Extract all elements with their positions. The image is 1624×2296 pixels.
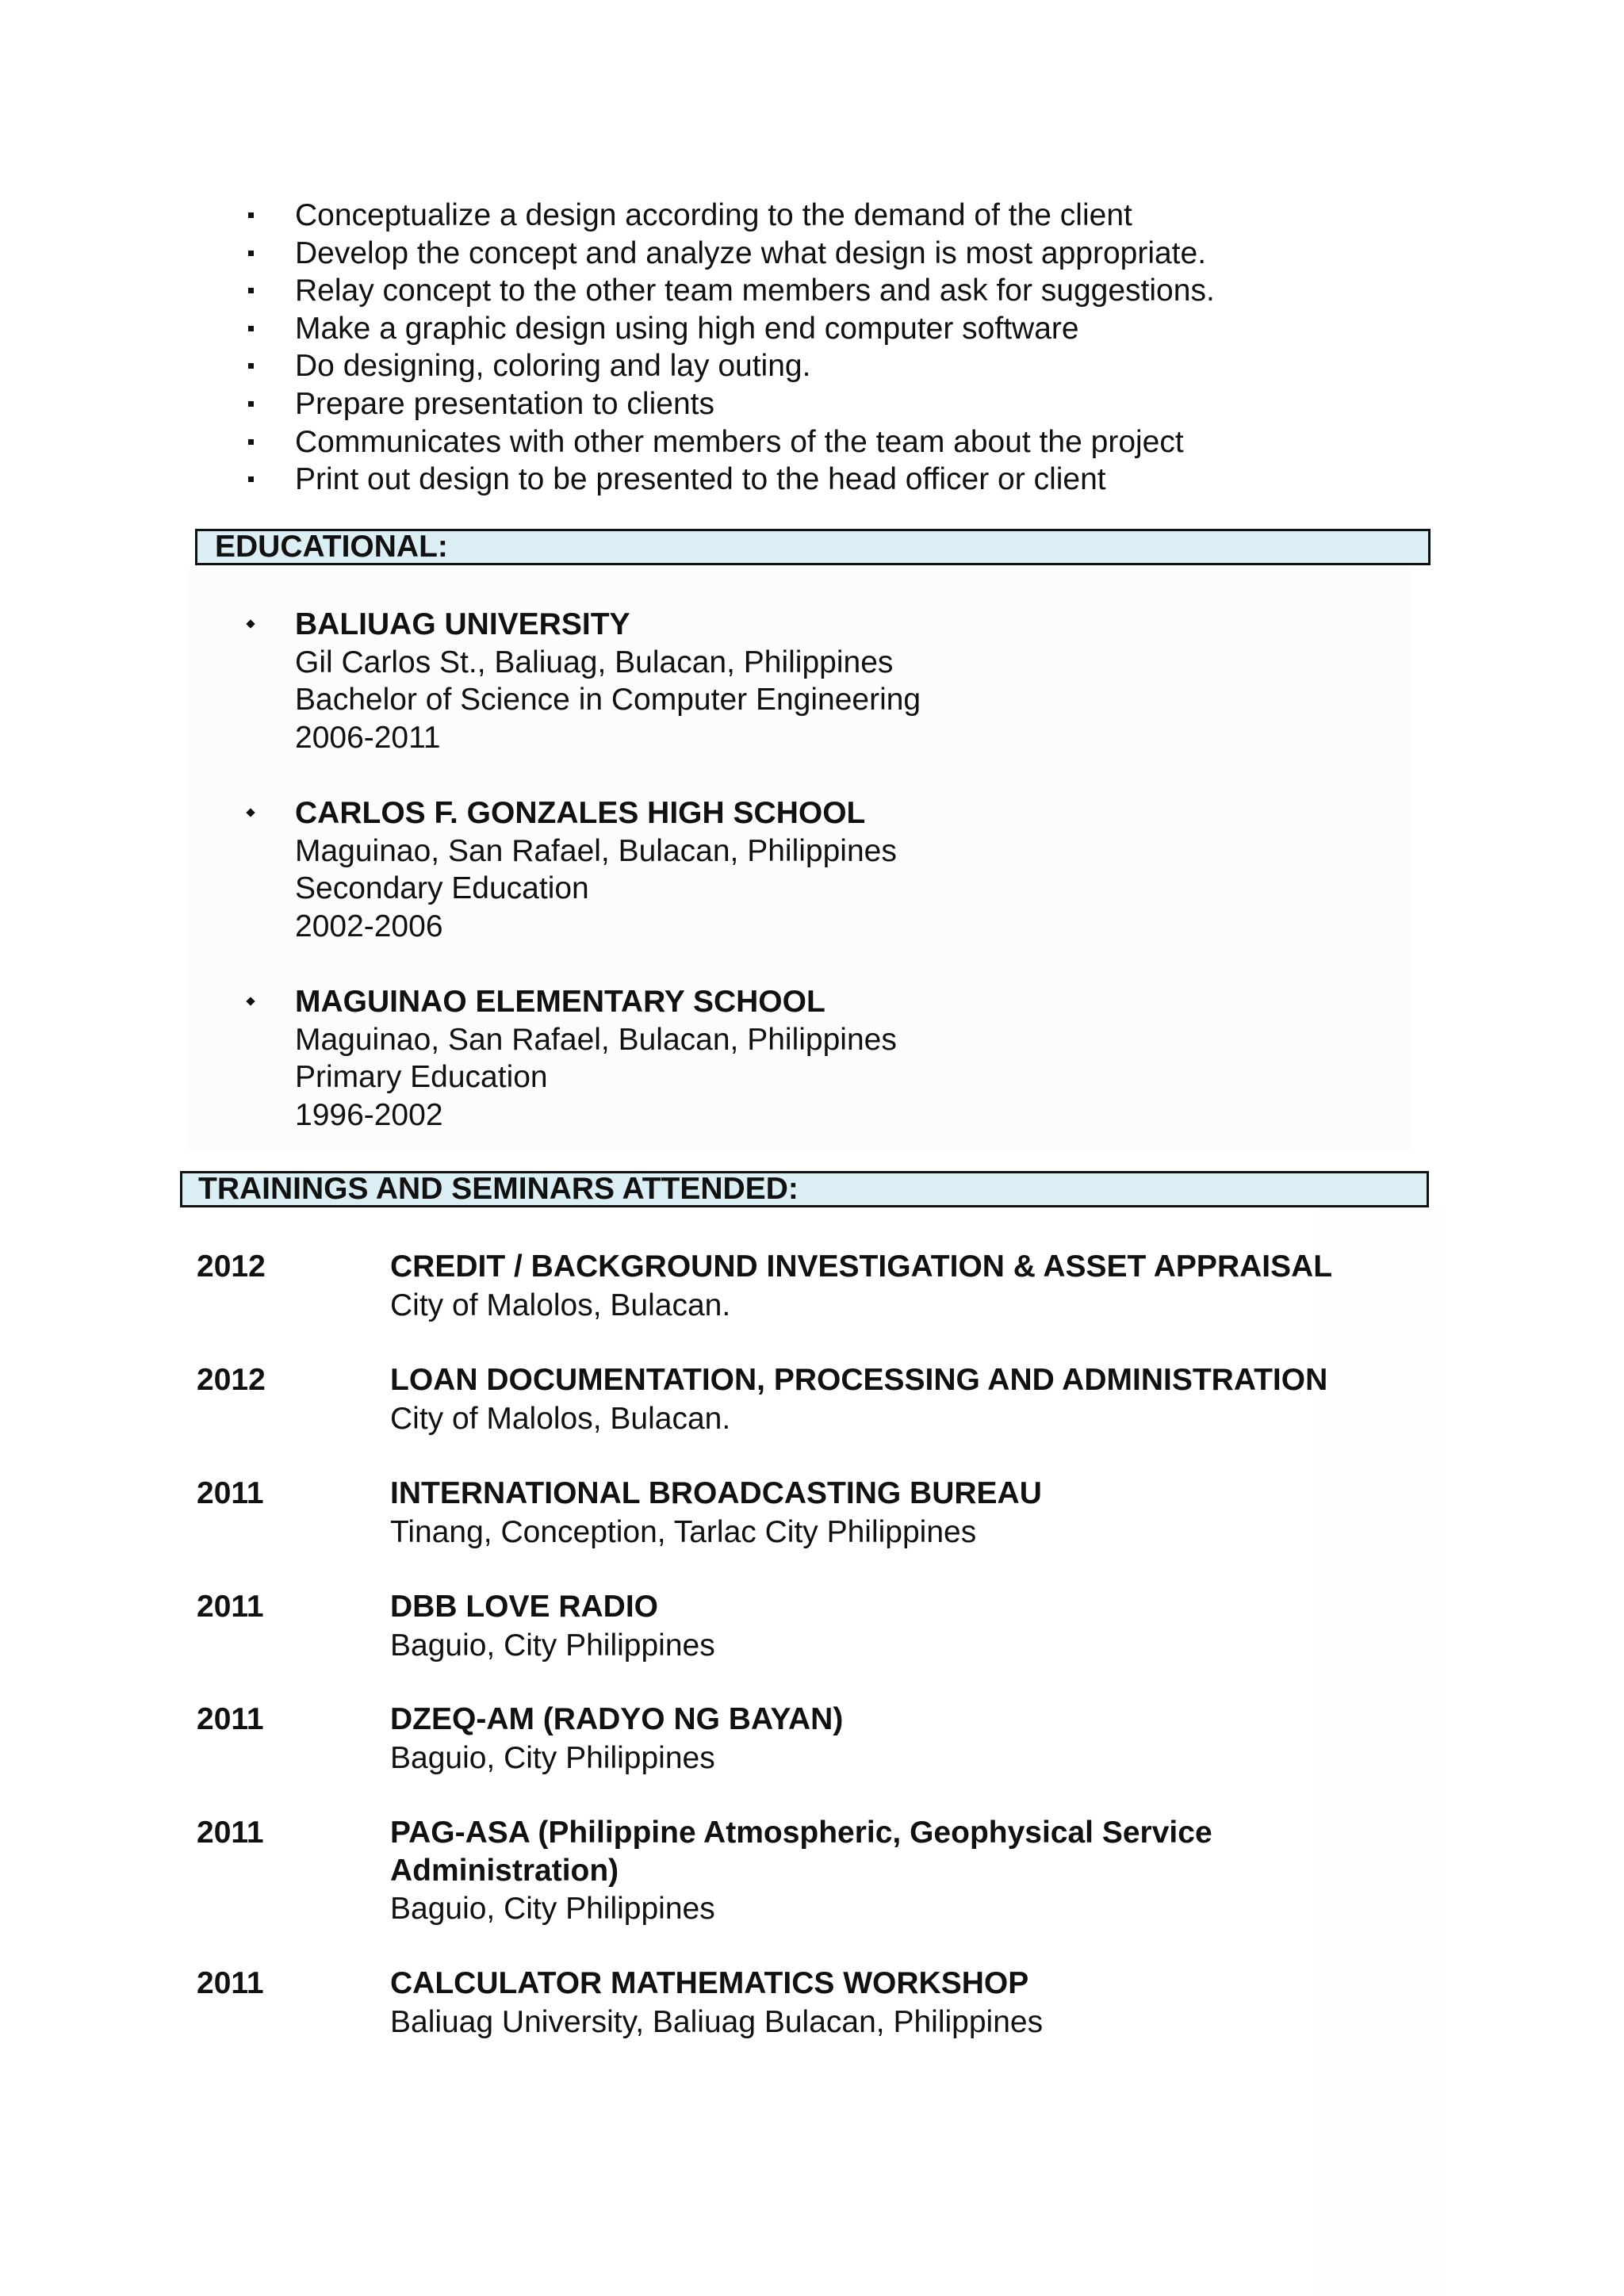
duty-item (238, 385, 1427, 423)
training-year: 2012 (197, 1363, 266, 1397)
training-year: 2011 (197, 1816, 264, 1850)
diamond-bullet-icon (246, 619, 255, 628)
training-title: LOAN DOCUMENTATION, PROCESSING AND ADMINISTRATION (390, 1363, 1328, 1397)
diamond-bullet-icon (246, 808, 255, 817)
duty-text: Make a graphic design using high end computer software (295, 311, 1079, 346)
training-year: 2011 (197, 1476, 264, 1510)
diamond-bullet-icon (246, 997, 255, 1005)
school-address: Maguinao, San Rafael, Bulacan, Philippines (295, 1022, 897, 1057)
school-degree: Secondary Education (295, 871, 589, 906)
school-years: 2006-2011 (295, 720, 441, 755)
duty-item (238, 461, 1427, 499)
training-entry (197, 1588, 1434, 1666)
training-place: Tinang, Conception, Tarlac City Philippines (390, 1514, 977, 1549)
training-title: DZEQ-AM (RADYO NG BAYAN) (390, 1702, 844, 1736)
square-bullet-icon (248, 288, 254, 293)
school-years: 1996-2002 (295, 1097, 443, 1132)
trainings-header: TRAININGS AND SEMINARS ATTENDED: (180, 1171, 1429, 1207)
training-place: Baliuag University, Baliuag Bulacan, Philippines (390, 2004, 1044, 2039)
school-degree: Bachelor of Science in Computer Engineering (295, 683, 921, 718)
training-place: City of Malolos, Bulacan. (390, 1401, 731, 1436)
training-place: City of Malolos, Bulacan. (390, 1288, 731, 1322)
duties-list (238, 197, 1427, 499)
training-title: CALCULATOR MATHEMATICS WORKSHOP (390, 1966, 1029, 2000)
square-bullet-icon (248, 439, 254, 445)
training-title: PAG-ASA (Philippine Atmospheric, Geophysical Service Administration) (390, 1816, 1212, 1888)
training-entry (197, 1248, 1434, 1326)
education-entry (238, 794, 1348, 945)
training-entry (197, 1814, 1434, 1929)
training-entry (197, 1361, 1434, 1439)
education-entry (238, 983, 1348, 1134)
training-title: INTERNATIONAL BROADCASTING BUREAU (390, 1476, 1042, 1510)
school-degree: Primary Education (295, 1060, 548, 1095)
school-years: 2002-2006 (295, 909, 443, 943)
training-place: Baguio, City Philippines (390, 1892, 715, 1927)
training-entry (197, 1701, 1434, 1778)
square-bullet-icon (248, 326, 254, 331)
training-title: CREDIT / BACKGROUND INVESTIGATION & ASSET APPRAISAL (390, 1249, 1333, 1284)
square-bullet-icon (248, 476, 254, 482)
training-place: Baguio, City Philippines (390, 1628, 715, 1663)
school-address: Gil Carlos St., Baliuag, Bulacan, Philippines (295, 645, 894, 679)
school-name: MAGUINAO ELEMENTARY SCHOOL (295, 985, 825, 1019)
square-bullet-icon (248, 363, 254, 369)
training-year: 2011 (197, 1590, 264, 1624)
training-entry (197, 1965, 1434, 2042)
duty-text: Relay concept to the other team members and ask for suggestions. (295, 274, 1215, 308)
training-year: 2011 (197, 1702, 264, 1736)
duty-item (238, 310, 1427, 348)
duty-item (238, 197, 1427, 235)
duty-text: Communicates with other members of the team about the project (295, 424, 1184, 459)
duty-text: Conceptualize a design according to the demand of the client (295, 198, 1132, 232)
square-bullet-icon (248, 401, 254, 407)
duty-item (238, 235, 1427, 273)
training-year: 2011 (197, 1966, 264, 2000)
training-title: DBB LOVE RADIO (390, 1590, 659, 1624)
school-name: CARLOS F. GONZALES HIGH SCHOOL (295, 796, 866, 830)
school-name: BALIUAG UNIVERSITY (295, 607, 630, 641)
duty-text: Develop the concept and analyze what design is most appropriate. (295, 235, 1207, 270)
school-address: Maguinao, San Rafael, Bulacan, Philippines (295, 833, 897, 868)
duty-text: Prepare presentation to clients (295, 386, 714, 421)
duty-text: Print out design to be presented to the head officer or client (295, 462, 1106, 497)
square-bullet-icon (248, 251, 254, 256)
duty-item (238, 347, 1427, 385)
training-year: 2012 (197, 1249, 266, 1284)
education-header: EDUCATIONAL: (195, 529, 1431, 565)
training-entry (197, 1475, 1434, 1552)
square-bullet-icon (248, 212, 254, 218)
duty-item (238, 423, 1427, 461)
training-place: Baguio, City Philippines (390, 1740, 715, 1775)
education-entry (238, 606, 1348, 756)
duty-item (238, 272, 1427, 310)
duty-text: Do designing, coloring and lay outing. (295, 349, 811, 384)
